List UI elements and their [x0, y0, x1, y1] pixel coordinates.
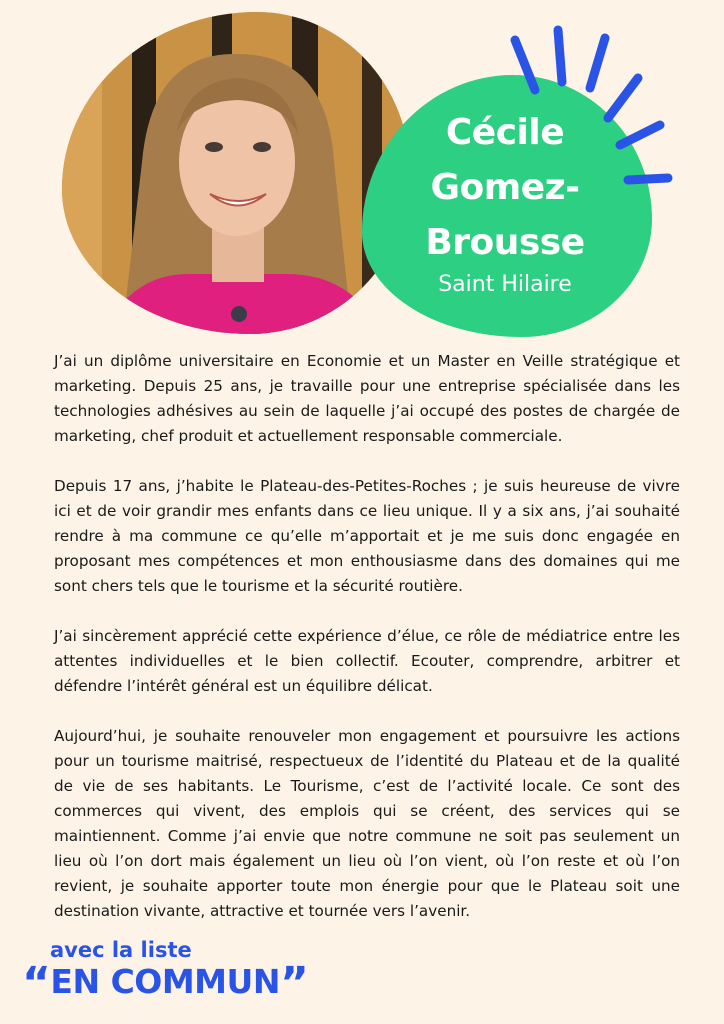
- portrait-photo-icon: [62, 12, 410, 334]
- biography-paragraph-3: J’ai sincèrement apprécié cette expérience d’élue, ce rôle de médiatrice entre les attentes individuelles et le bien collectif. Ecouter, comprendre, arbitrer et défendre l’intérêt général est un équilibre délicat.: [54, 627, 680, 695]
- portrait-photo: [62, 12, 410, 334]
- slogan-intro: avec la liste: [50, 938, 192, 962]
- open-quote: “: [22, 958, 51, 1009]
- candidate-name-block: [385, 105, 625, 297]
- biography-paragraph-4: Aujourd’hui, je souhaite renouveler mon engagement et poursuivre les actions pour un tourisme maitrisé, respectueux de l’identité du Plateau et de la qualité de vie de ses habitants. Le Tourisme, c’est de l’activité locale. Ce sont des commerces qui vivent, des emplois qui se créent, des services qui se maintiennent. Comme j’ai envie que notre commune ne soit pas seulement un lieu où l’on dort mais également un lieu où l’on vient, où l’on reste et où l’on revient, je souhaite apporter toute mon énergie pour que le Plateau soit une destination vivante, attractive et tournée vers l’avenir.: [54, 727, 680, 920]
- candidate-last-name-part2: Brousse: [425, 222, 585, 263]
- slogan-title: [22, 958, 309, 1009]
- slogan-logo: [22, 938, 309, 1009]
- candidate-town: Saint Hilaire: [438, 272, 572, 297]
- candidate-last-name-part1: Gomez-: [430, 167, 580, 208]
- candidate-first-name: Cécile: [445, 112, 565, 153]
- biography: [54, 349, 680, 949]
- list-name: EN COMMUN: [50, 962, 280, 1001]
- biography-paragraph-2: Depuis 17 ans, j’habite le Plateau-des-Petites-Roches ; je suis heureuse de vivre ici et de voir grandir mes enfants dans ce lieu unique. Il y a six ans, j’ai souhaité rendre à ma commune ce qu’elle m’apportait et je me suis donc engagée en proposant mes compétences et mon enthousiasme dans des domaines qui me sont chers tels que le tourisme et la sécurité routière.: [54, 477, 680, 595]
- close-quote: ”: [279, 958, 309, 1009]
- biography-paragraph-1: J’ai un diplôme universitaire en Economie et un Master en Veille stratégique et marketing. Depuis 25 ans, je travaille pour une entreprise spécialisée dans les technologies adhésives au sein de laquelle j’ai occupé des postes de chargée de marketing, chef produit et actuellement responsable commerciale.: [54, 352, 680, 445]
